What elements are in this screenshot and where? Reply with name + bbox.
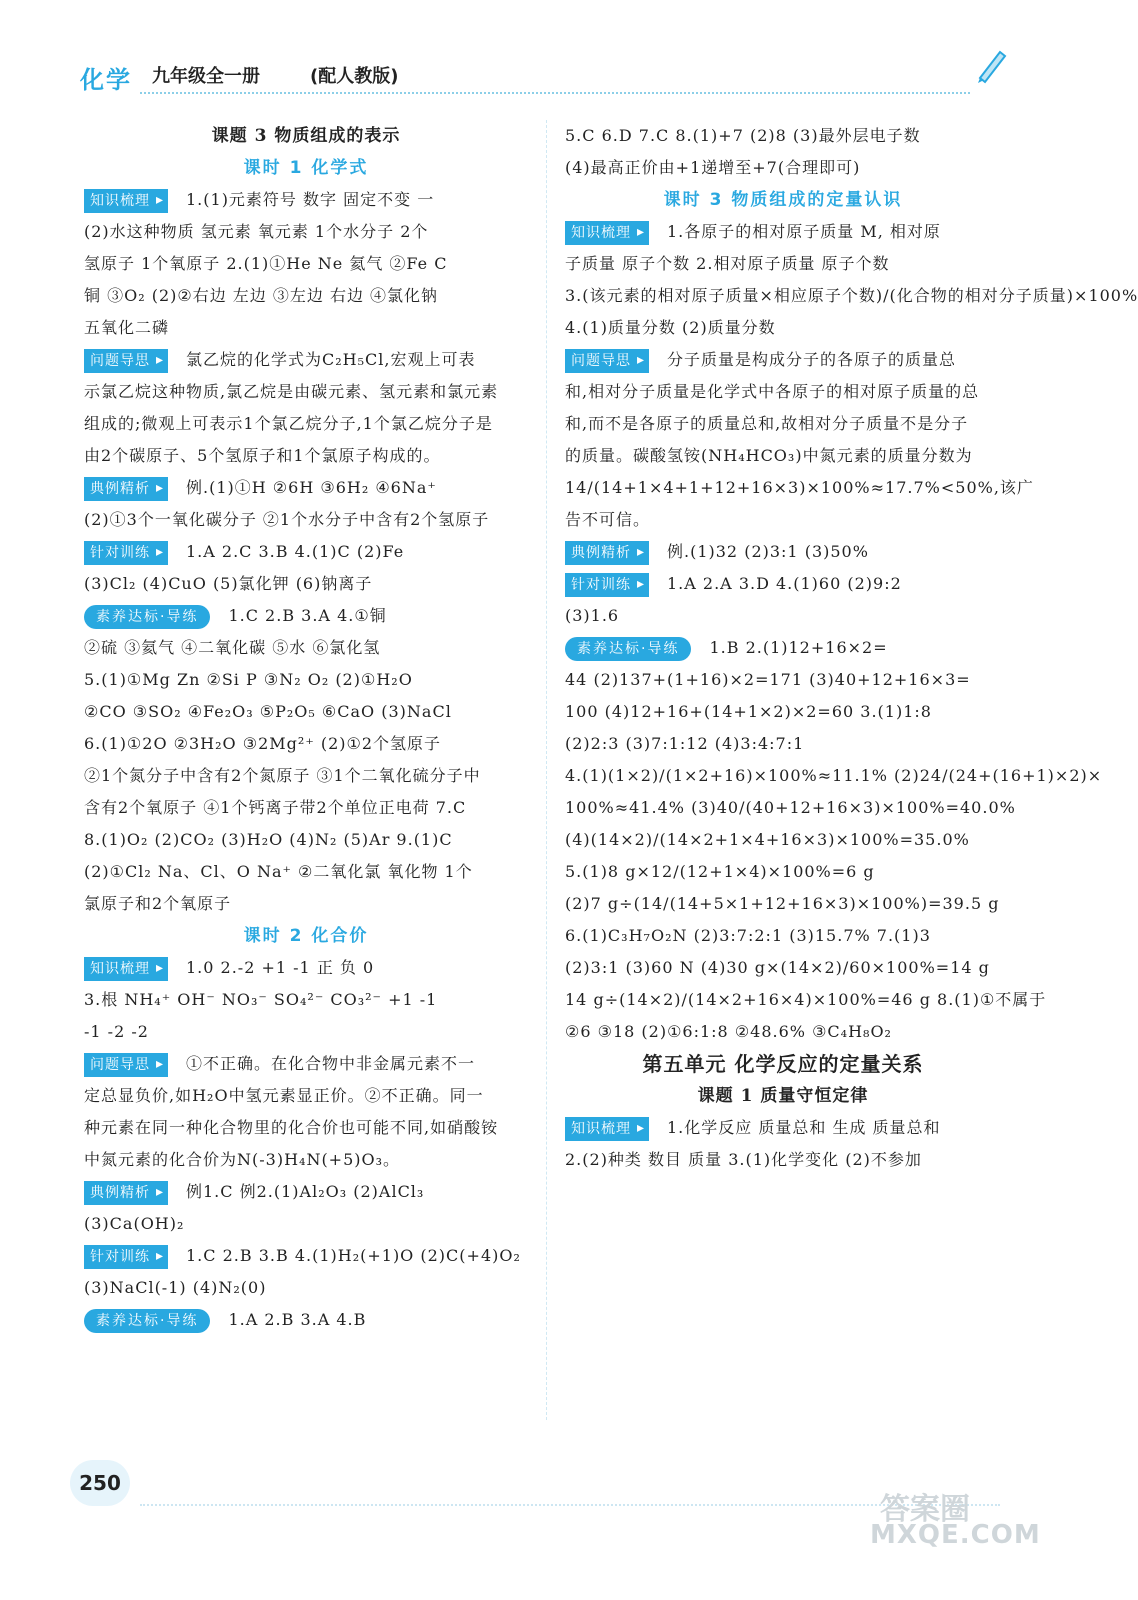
line-text: 中氮元素的化合价为N(-3)H₄N(+5)O₃。 (84, 1150, 401, 1169)
answer-line (84, 1016, 528, 1048)
edition-label: (配人教版) (310, 66, 399, 87)
answer-line (565, 248, 1001, 280)
line-text: 5.(1)8 g×12/(12+1×4)×100%=6 g (565, 862, 875, 881)
line-text: 1.各原子的相对原子质量 M, 相对原 (667, 222, 941, 241)
answer-line (84, 1112, 528, 1144)
answer-line (565, 952, 1001, 984)
answer-line (84, 696, 528, 728)
answer-line (565, 792, 1016, 824)
answer-line (565, 376, 1001, 408)
line-text: 例.(1)32 (2)3:1 (3)50% (667, 542, 869, 561)
answer-line (84, 312, 528, 344)
line-text: 由2个碳原子、5个氢原子和1个氯原子构成的。 (84, 446, 441, 465)
answer-line (84, 376, 528, 408)
answer-line (84, 984, 528, 1016)
answer-line (565, 888, 1001, 920)
line-text: ②CO ③SO₂ ④Fe₂O₃ ⑤P₂O₅ ⑥CaO (3)NaCl (84, 702, 452, 721)
line-text: 3.根 NH₄⁺ OH⁻ NO₃⁻ SO₄²⁻ CO₃²⁻ +1 -1 (84, 990, 438, 1009)
line-text: (4)(14×2)/(14×2+1×4+16×3)×100%=35.0% (565, 830, 970, 849)
line-text: 100%≈41.4% (3)40/(40+12+16×3)×100%=40.0% (565, 798, 1016, 817)
answer-line (565, 632, 1001, 664)
unit-title (565, 1048, 1001, 1080)
line-text: 1.B 2.(1)12+16×2= (709, 638, 888, 657)
line-text: ②1个氮分子中含有2个氮原子 ③1个二氧化硫分子中 (84, 766, 481, 785)
answer-line (565, 824, 1001, 856)
answer-line (84, 472, 528, 504)
line-text: 14/(14+1×4+1+12+16×3)×100%≈17.7%<50%,该广 (565, 478, 1034, 497)
line-text: (3)NaCl(-1) (4)N₂(0) (84, 1278, 267, 1297)
watermark-logo: 答案圈 (880, 1492, 970, 1527)
answer-line (84, 952, 528, 984)
footer-divider (140, 1504, 1000, 1506)
answer-line (565, 312, 1001, 344)
line-text: 例1.C 例2.(1)Al₂O₃ (2)AlCl₃ (186, 1182, 425, 1201)
section-tag: 问题导思 ▸ (84, 1053, 168, 1077)
line-text: 1.A 2.C 3.B 4.(1)C (2)Fe (186, 542, 405, 561)
line-text: 五氧化二磷 (84, 318, 170, 337)
answer-line (565, 440, 1001, 472)
line-text: 6.(1)①2O ②3H₂O ③2Mg²⁺ (2)①2个氢原子 (84, 734, 442, 753)
answer-line (565, 280, 1138, 312)
section-tag: 针对训练 ▸ (84, 541, 168, 565)
line-text: 的质量。碳酸氢铵(NH₄HCO₃)中氮元素的质量分数为 (565, 446, 973, 465)
line-text: (2)①3个一氧化碳分子 ②1个水分子中含有2个氢原子 (84, 510, 490, 529)
practice-badge: 素养达标·导练 (84, 1309, 210, 1333)
section-tag: 典例精析 ▸ (84, 1181, 168, 1205)
answer-line (84, 664, 528, 696)
line-text: 氯原子和2个氧原子 (84, 894, 232, 913)
section-tag: 针对训练 ▸ (565, 573, 649, 597)
answer-line (84, 1048, 528, 1080)
lesson-title (565, 184, 1001, 216)
watermark-url: MXQE.COM (870, 1520, 1041, 1550)
line-text: (3)Ca(OH)₂ (84, 1214, 185, 1233)
right-column (565, 120, 1138, 1176)
page-header (80, 58, 1020, 98)
answer-line (84, 1240, 528, 1272)
line-text: 种元素在同一种化合物里的化合价也可能不同,如硝酸铵 (84, 1118, 499, 1137)
line-text: (3)1.6 (565, 606, 620, 625)
answer-line (565, 152, 1001, 184)
pen-icon (970, 44, 1010, 84)
line-text: (2)水这种物质 氢元素 氧元素 1个水分子 2个 (84, 222, 429, 241)
line-text: 1.0 2.-2 +1 -1 正 负 0 (186, 958, 375, 977)
answer-line (84, 536, 528, 568)
answer-line (84, 888, 528, 920)
column-divider (546, 120, 547, 1420)
answer-line (565, 600, 1001, 632)
answer-line (565, 920, 1001, 952)
header-divider (140, 92, 970, 94)
line-text: 3.(该元素的相对原子质量×相应原子个数)/(化合物的相对分子质量)×100% (565, 286, 1138, 305)
answer-line (565, 472, 1034, 504)
subject-title: 化学 (80, 66, 132, 94)
section-tag: 知识梳理 ▸ (84, 957, 168, 981)
section-title (565, 1080, 1001, 1112)
answer-line (565, 568, 1001, 600)
answer-line (565, 696, 1001, 728)
line-text: 铜 ③O₂ (2)②右边 左边 ③左边 右边 ④氯化钠 (84, 286, 439, 305)
answer-line (565, 728, 1001, 760)
lesson-title (84, 920, 528, 952)
line-text: 例.(1)①H ②6H ③6H₂ ④6Na⁺ (186, 478, 437, 497)
line-text: 氯乙烷的化学式为C₂H₅Cl,宏观上可表 (186, 350, 476, 369)
line-text: 4.(1)(1×2)/(1×2+16)×100%≈11.1% (2)24/(24+(16+1)×2)× (565, 766, 1103, 785)
line-text: 1.A 2.A 3.D 4.(1)60 (2)9:2 (667, 574, 902, 593)
answer-line (84, 600, 528, 632)
section-tag: 问题导思 ▸ (565, 349, 649, 373)
line-text: 课题 1 质量守恒定律 (697, 1086, 869, 1106)
line-text: (2)7 g÷(14/(14+5×1+12+16×3)×100%)=39.5 g (565, 894, 1000, 913)
line-text: 告不可信。 (565, 510, 651, 529)
answer-line (84, 504, 528, 536)
left-column (84, 120, 528, 1336)
answer-line (84, 184, 528, 216)
answer-line (565, 1112, 1001, 1144)
section-tag: 典例精析 ▸ (565, 541, 649, 565)
answer-line (84, 1272, 528, 1304)
answer-line (84, 248, 528, 280)
line-text: 组成的;微观上可表示1个氯乙烷分子,1个氯乙烷分子是 (84, 414, 493, 433)
answer-line (84, 440, 528, 472)
section-tag: 知识梳理 ▸ (565, 1117, 649, 1141)
answer-line (565, 216, 1001, 248)
answer-line (84, 568, 528, 600)
line-text: 1.C 2.B 3.B 4.(1)H₂(+1)O (2)C(+4)O₂ (186, 1246, 521, 1265)
line-text: (4)最高正价由+1递增至+7(合理即可) (565, 158, 861, 177)
page-number: 250 (70, 1460, 130, 1506)
line-text: 分子质量是构成分子的各原子的质量总 (667, 350, 957, 369)
section-tag: 针对训练 ▸ (84, 1245, 168, 1269)
line-text: ②硫 ③氦气 ④二氧化碳 ⑤水 ⑥氯化氢 (84, 638, 381, 657)
practice-badge: 素养达标·导练 (565, 637, 691, 661)
line-text: 14 g÷(14×2)/(14×2+16×4)×100%=46 g 8.(1)①不属于 (565, 990, 1047, 1009)
line-text: 1.A 2.B 3.A 4.B (228, 1310, 367, 1329)
line-text: 5.(1)①Mg Zn ②Si P ③N₂ O₂ (2)①H₂O (84, 670, 413, 689)
line-text: 氢原子 1个氧原子 2.(1)①He Ne 氦气 ②Fe C (84, 254, 448, 273)
section-title (84, 120, 528, 152)
answer-line (84, 280, 528, 312)
line-text: 5.C 6.D 7.C 8.(1)+7 (2)8 (3)最外层电子数 (565, 126, 921, 145)
line-text: 和,相对分子质量是化学式中各原子的相对原子质量的总 (565, 382, 980, 401)
answer-line (84, 216, 528, 248)
section-tag: 问题导思 ▸ (84, 349, 168, 373)
line-text: 和,而不是各原子的质量总和,故相对分子质量不是分子 (565, 414, 969, 433)
answer-line (84, 344, 528, 376)
line-text: 100 (4)12+16+(14+1×2)×2=60 3.(1)1:8 (565, 702, 932, 721)
line-text: 含有2个氧原子 ④1个钙离子带2个单位正电荷 7.C (84, 798, 467, 817)
line-text: 4.(1)质量分数 (2)质量分数 (565, 318, 776, 337)
line-text: 课题 3 物质组成的表示 (211, 126, 401, 146)
section-tag: 典例精析 ▸ (84, 477, 168, 501)
line-text: 定总显负价,如H₂O中氢元素显正价。②不正确。同一 (84, 1086, 484, 1105)
line-text: -1 -2 -2 (84, 1022, 149, 1041)
line-text: 1.C 2.B 3.A 4.①铜 (228, 606, 387, 625)
answer-line (565, 856, 1001, 888)
line-text: 6.(1)C₃H₇O₂N (2)3:7:2:1 (3)15.7% 7.(1)3 (565, 926, 931, 945)
line-text: (3)Cl₂ (4)CuO (5)氯化钾 (6)钠离子 (84, 574, 373, 593)
answer-line (84, 1176, 528, 1208)
answer-line (565, 760, 1103, 792)
section-tag: 知识梳理 ▸ (565, 221, 649, 245)
answer-line (565, 120, 1001, 152)
answer-line (84, 1144, 528, 1176)
line-text: 第五单元 化学反应的定量关系 (642, 1052, 924, 1076)
line-text: 课时 3 物质组成的定量认识 (663, 190, 903, 210)
line-text: 8.(1)O₂ (2)CO₂ (3)H₂O (4)N₂ (5)Ar 9.(1)C (84, 830, 453, 849)
line-text: (2)3:1 (3)60 N (4)30 g×(14×2)/60×100%=14 g (565, 958, 990, 977)
line-text: 44 (2)137+(1+16)×2=171 (3)40+12+16×3= (565, 670, 971, 689)
line-text: 课时 2 化合价 (243, 926, 369, 946)
answer-line (84, 728, 528, 760)
line-text: ②6 ③18 (2)①6:1:8 ②48.6% ③C₄H₈O₂ (565, 1022, 892, 1041)
line-text: ①不正确。在化合物中非金属元素不一 (186, 1054, 476, 1073)
answer-line (565, 1144, 1001, 1176)
answer-line (84, 1208, 528, 1240)
answer-line (84, 408, 528, 440)
answer-line (565, 344, 1001, 376)
answer-line (565, 1016, 1001, 1048)
line-text: (2)2:3 (3)7:1:12 (4)3:4:7:1 (565, 734, 805, 753)
grade-label: 九年级全一册 (152, 66, 260, 87)
line-text: 1.化学反应 质量总和 生成 质量总和 (667, 1118, 941, 1137)
line-text: 1.(1)元素符号 数字 固定不变 一 (186, 190, 435, 209)
answer-line (84, 1080, 528, 1112)
section-tag: 知识梳理 ▸ (84, 189, 168, 213)
line-text: 2.(2)种类 数目 质量 3.(1)化学变化 (2)不参加 (565, 1150, 922, 1169)
answer-line (84, 1304, 528, 1336)
line-text: 子质量 原子个数 2.相对原子质量 原子个数 (565, 254, 890, 273)
answer-line (565, 984, 1047, 1016)
answer-line (84, 792, 528, 824)
answer-line (84, 760, 528, 792)
answer-line (565, 408, 1001, 440)
lesson-title (84, 152, 528, 184)
line-text: 课时 1 化学式 (243, 158, 369, 178)
answer-line (84, 632, 528, 664)
line-text: (2)①Cl₂ Na、Cl、O Na⁺ ②二氧化氯 氧化物 1个 (84, 862, 473, 881)
line-text: 示氯乙烷这种物质,氯乙烷是由碳元素、氢元素和氯元素 (84, 382, 499, 401)
practice-badge: 素养达标·导练 (84, 605, 210, 629)
answer-line (565, 536, 1001, 568)
answer-line (565, 504, 1001, 536)
answer-line (565, 664, 1001, 696)
answer-line (84, 824, 528, 856)
answer-line (84, 856, 528, 888)
